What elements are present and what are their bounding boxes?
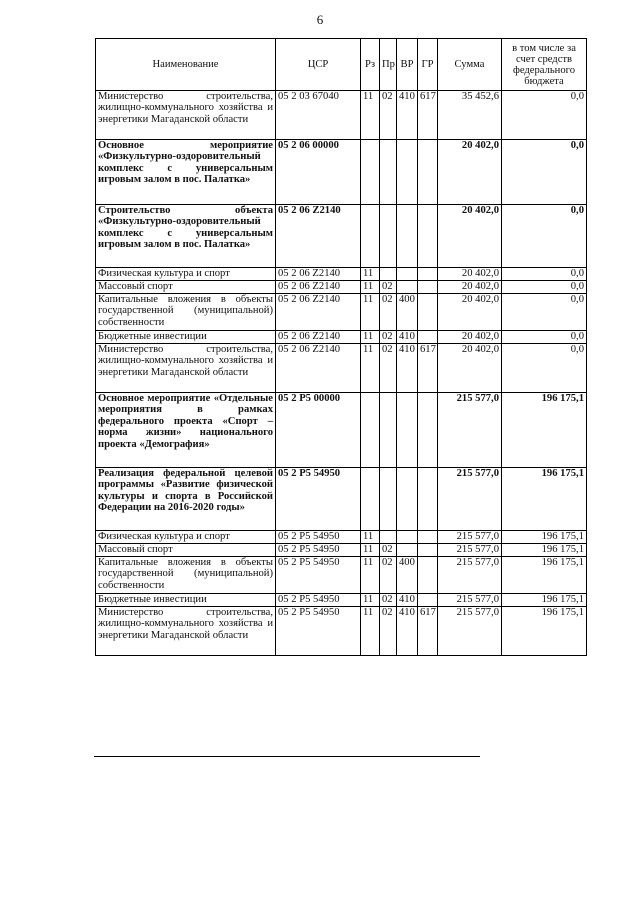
row-pr-cell: 02 xyxy=(380,91,397,140)
row-gr-cell xyxy=(418,268,438,281)
row-name-cell: Реализация федеральной целевой программы «Развитие физической культуры и спорта в Российской Федерации на 2016-2020 годы» xyxy=(96,468,276,531)
row-pr-cell: 02 xyxy=(380,594,397,607)
row-federal-cell: 196 175,1 xyxy=(502,607,587,656)
row-sum-cell: 20 402,0 xyxy=(438,268,502,281)
row-name-cell: Министерство строительства, жилищно-коммунального хозяйства и энергетики Магаданской области xyxy=(96,607,276,656)
row-pr-cell xyxy=(380,531,397,544)
row-federal-cell: 0,0 xyxy=(502,140,587,205)
row-name-cell: Основное мероприятие «Отдельные мероприятия в рамках федерального проекта «Спорт – норма жизни» национального проекта «Демография» xyxy=(96,393,276,468)
row-csr-cell: 05 2 06 Z2140 xyxy=(276,344,361,393)
row-rz-cell xyxy=(361,468,380,531)
table-row xyxy=(96,205,587,268)
row-pr-cell xyxy=(380,205,397,268)
row-pr-cell: 02 xyxy=(380,281,397,294)
row-gr-cell xyxy=(418,594,438,607)
row-vr-cell xyxy=(397,268,418,281)
row-gr-cell xyxy=(418,331,438,344)
row-federal-cell: 196 175,1 xyxy=(502,531,587,544)
footer-divider xyxy=(94,756,480,757)
header-csr: ЦСР xyxy=(276,39,361,91)
row-rz-cell xyxy=(361,393,380,468)
row-gr-cell xyxy=(418,294,438,331)
row-federal-cell: 0,0 xyxy=(502,331,587,344)
row-sum-cell: 215 577,0 xyxy=(438,531,502,544)
row-federal-cell: 0,0 xyxy=(502,294,587,331)
budget-table xyxy=(95,38,587,656)
row-csr-cell: 05 2 06 Z2140 xyxy=(276,331,361,344)
row-vr-cell xyxy=(397,205,418,268)
row-vr-cell: 400 xyxy=(397,294,418,331)
table-row xyxy=(96,468,587,531)
row-vr-cell xyxy=(397,393,418,468)
row-csr-cell: 05 2 06 Z2140 xyxy=(276,268,361,281)
row-vr-cell: 410 xyxy=(397,607,418,656)
row-vr-cell: 410 xyxy=(397,331,418,344)
table-row xyxy=(96,557,587,594)
row-name-cell: Бюджетные инвестиции xyxy=(96,331,276,344)
row-csr-cell: 05 2 06 Z2140 xyxy=(276,205,361,268)
row-gr-cell xyxy=(418,468,438,531)
row-sum-cell: 215 577,0 xyxy=(438,468,502,531)
row-federal-cell: 196 175,1 xyxy=(502,393,587,468)
row-name-cell: Физическая культура и спорт xyxy=(96,268,276,281)
row-sum-cell: 20 402,0 xyxy=(438,205,502,268)
row-rz-cell xyxy=(361,205,380,268)
row-csr-cell: 05 2 P5 54950 xyxy=(276,557,361,594)
row-sum-cell: 20 402,0 xyxy=(438,294,502,331)
row-sum-cell: 215 577,0 xyxy=(438,393,502,468)
table-row xyxy=(96,268,587,281)
row-pr-cell: 02 xyxy=(380,294,397,331)
row-name-cell: Министерство строительства, жилищно-коммунального хозяйства и энергетики Магаданской области xyxy=(96,91,276,140)
row-rz-cell: 11 xyxy=(361,281,380,294)
row-rz-cell: 11 xyxy=(361,544,380,557)
table-row xyxy=(96,140,587,205)
row-rz-cell: 11 xyxy=(361,91,380,140)
header-name: Наименование xyxy=(96,39,276,91)
row-vr-cell xyxy=(397,531,418,544)
row-vr-cell xyxy=(397,281,418,294)
header-federal: в том числе за счет средств федерального бюджета xyxy=(502,39,587,91)
row-rz-cell: 11 xyxy=(361,268,380,281)
row-sum-cell: 20 402,0 xyxy=(438,281,502,294)
page-number: 6 xyxy=(316,12,324,27)
row-rz-cell: 11 xyxy=(361,607,380,656)
row-pr-cell: 02 xyxy=(380,331,397,344)
row-gr-cell xyxy=(418,531,438,544)
row-vr-cell: 410 xyxy=(397,594,418,607)
row-federal-cell: 0,0 xyxy=(502,281,587,294)
row-csr-cell: 05 2 06 Z2140 xyxy=(276,281,361,294)
row-sum-cell: 20 402,0 xyxy=(438,331,502,344)
row-name-cell: Бюджетные инвестиции xyxy=(96,594,276,607)
row-vr-cell xyxy=(397,468,418,531)
row-federal-cell: 196 175,1 xyxy=(502,468,587,531)
row-gr-cell xyxy=(418,393,438,468)
table-row xyxy=(96,393,587,468)
table-row xyxy=(96,91,587,140)
row-csr-cell: 05 2 06 Z2140 xyxy=(276,294,361,331)
row-sum-cell: 35 452,6 xyxy=(438,91,502,140)
table-header-row xyxy=(96,39,587,91)
row-pr-cell xyxy=(380,268,397,281)
row-federal-cell: 0,0 xyxy=(502,268,587,281)
row-name-cell: Массовый спорт xyxy=(96,544,276,557)
row-pr-cell: 02 xyxy=(380,344,397,393)
row-gr-cell: 617 xyxy=(418,91,438,140)
row-name-cell: Массовый спорт xyxy=(96,281,276,294)
table-row xyxy=(96,344,587,393)
row-rz-cell: 11 xyxy=(361,344,380,393)
row-csr-cell: 05 2 P5 54950 xyxy=(276,607,361,656)
row-name-cell: Основное мероприятие «Физкультурно-оздоровительный комплекс с универсальным игровым залом в пос. Палатка» xyxy=(96,140,276,205)
row-csr-cell: 05 2 03 67040 xyxy=(276,91,361,140)
row-rz-cell: 11 xyxy=(361,531,380,544)
table-row xyxy=(96,544,587,557)
row-rz-cell xyxy=(361,140,380,205)
row-federal-cell: 0,0 xyxy=(502,205,587,268)
header-pr: Пр xyxy=(380,39,397,91)
row-sum-cell: 20 402,0 xyxy=(438,140,502,205)
row-rz-cell: 11 xyxy=(361,557,380,594)
table-row xyxy=(96,281,587,294)
row-name-cell: Физическая культура и спорт xyxy=(96,531,276,544)
row-federal-cell: 196 175,1 xyxy=(502,544,587,557)
row-pr-cell xyxy=(380,468,397,531)
row-gr-cell xyxy=(418,544,438,557)
row-sum-cell: 215 577,0 xyxy=(438,594,502,607)
row-pr-cell xyxy=(380,140,397,205)
row-gr-cell xyxy=(418,140,438,205)
row-name-cell: Капитальные вложения в объекты государственной (муниципальной) собственности xyxy=(96,557,276,594)
row-gr-cell xyxy=(418,557,438,594)
row-csr-cell: 05 2 P5 00000 xyxy=(276,393,361,468)
row-vr-cell xyxy=(397,140,418,205)
row-gr-cell: 617 xyxy=(418,607,438,656)
row-sum-cell: 215 577,0 xyxy=(438,544,502,557)
row-federal-cell: 196 175,1 xyxy=(502,594,587,607)
header-rz: Рз xyxy=(361,39,380,91)
row-sum-cell: 20 402,0 xyxy=(438,344,502,393)
row-gr-cell: 617 xyxy=(418,344,438,393)
table-row xyxy=(96,594,587,607)
row-csr-cell: 05 2 P5 54950 xyxy=(276,531,361,544)
table-body xyxy=(96,91,587,656)
header-vr: ВР xyxy=(397,39,418,91)
row-csr-cell: 05 2 06 00000 xyxy=(276,140,361,205)
table-row xyxy=(96,294,587,331)
row-name-cell: Министерство строительства, жилищно-коммунального хозяйства и энергетики Магаданской области xyxy=(96,344,276,393)
row-name-cell: Капитальные вложения в объекты государственной (муниципальной) собственности xyxy=(96,294,276,331)
row-csr-cell: 05 2 P5 54950 xyxy=(276,468,361,531)
row-gr-cell xyxy=(418,205,438,268)
row-federal-cell: 196 175,1 xyxy=(502,557,587,594)
table-row xyxy=(96,531,587,544)
row-vr-cell: 410 xyxy=(397,344,418,393)
row-rz-cell: 11 xyxy=(361,294,380,331)
row-csr-cell: 05 2 P5 54950 xyxy=(276,594,361,607)
header-sum: Сумма xyxy=(438,39,502,91)
row-pr-cell xyxy=(380,393,397,468)
row-vr-cell: 410 xyxy=(397,91,418,140)
row-sum-cell: 215 577,0 xyxy=(438,607,502,656)
row-name-cell: Строительство объекта «Физкультурно-оздоровительный комплекс с универсальным игровым залом в пос. Палатка» xyxy=(96,205,276,268)
row-pr-cell: 02 xyxy=(380,557,397,594)
row-federal-cell: 0,0 xyxy=(502,91,587,140)
row-rz-cell: 11 xyxy=(361,594,380,607)
row-rz-cell: 11 xyxy=(361,331,380,344)
row-pr-cell: 02 xyxy=(380,544,397,557)
table-row xyxy=(96,607,587,656)
row-pr-cell: 02 xyxy=(380,607,397,656)
table-row xyxy=(96,331,587,344)
row-vr-cell xyxy=(397,544,418,557)
header-gr: ГР xyxy=(418,39,438,91)
row-gr-cell xyxy=(418,281,438,294)
row-federal-cell: 0,0 xyxy=(502,344,587,393)
row-csr-cell: 05 2 P5 54950 xyxy=(276,544,361,557)
row-vr-cell: 400 xyxy=(397,557,418,594)
row-sum-cell: 215 577,0 xyxy=(438,557,502,594)
